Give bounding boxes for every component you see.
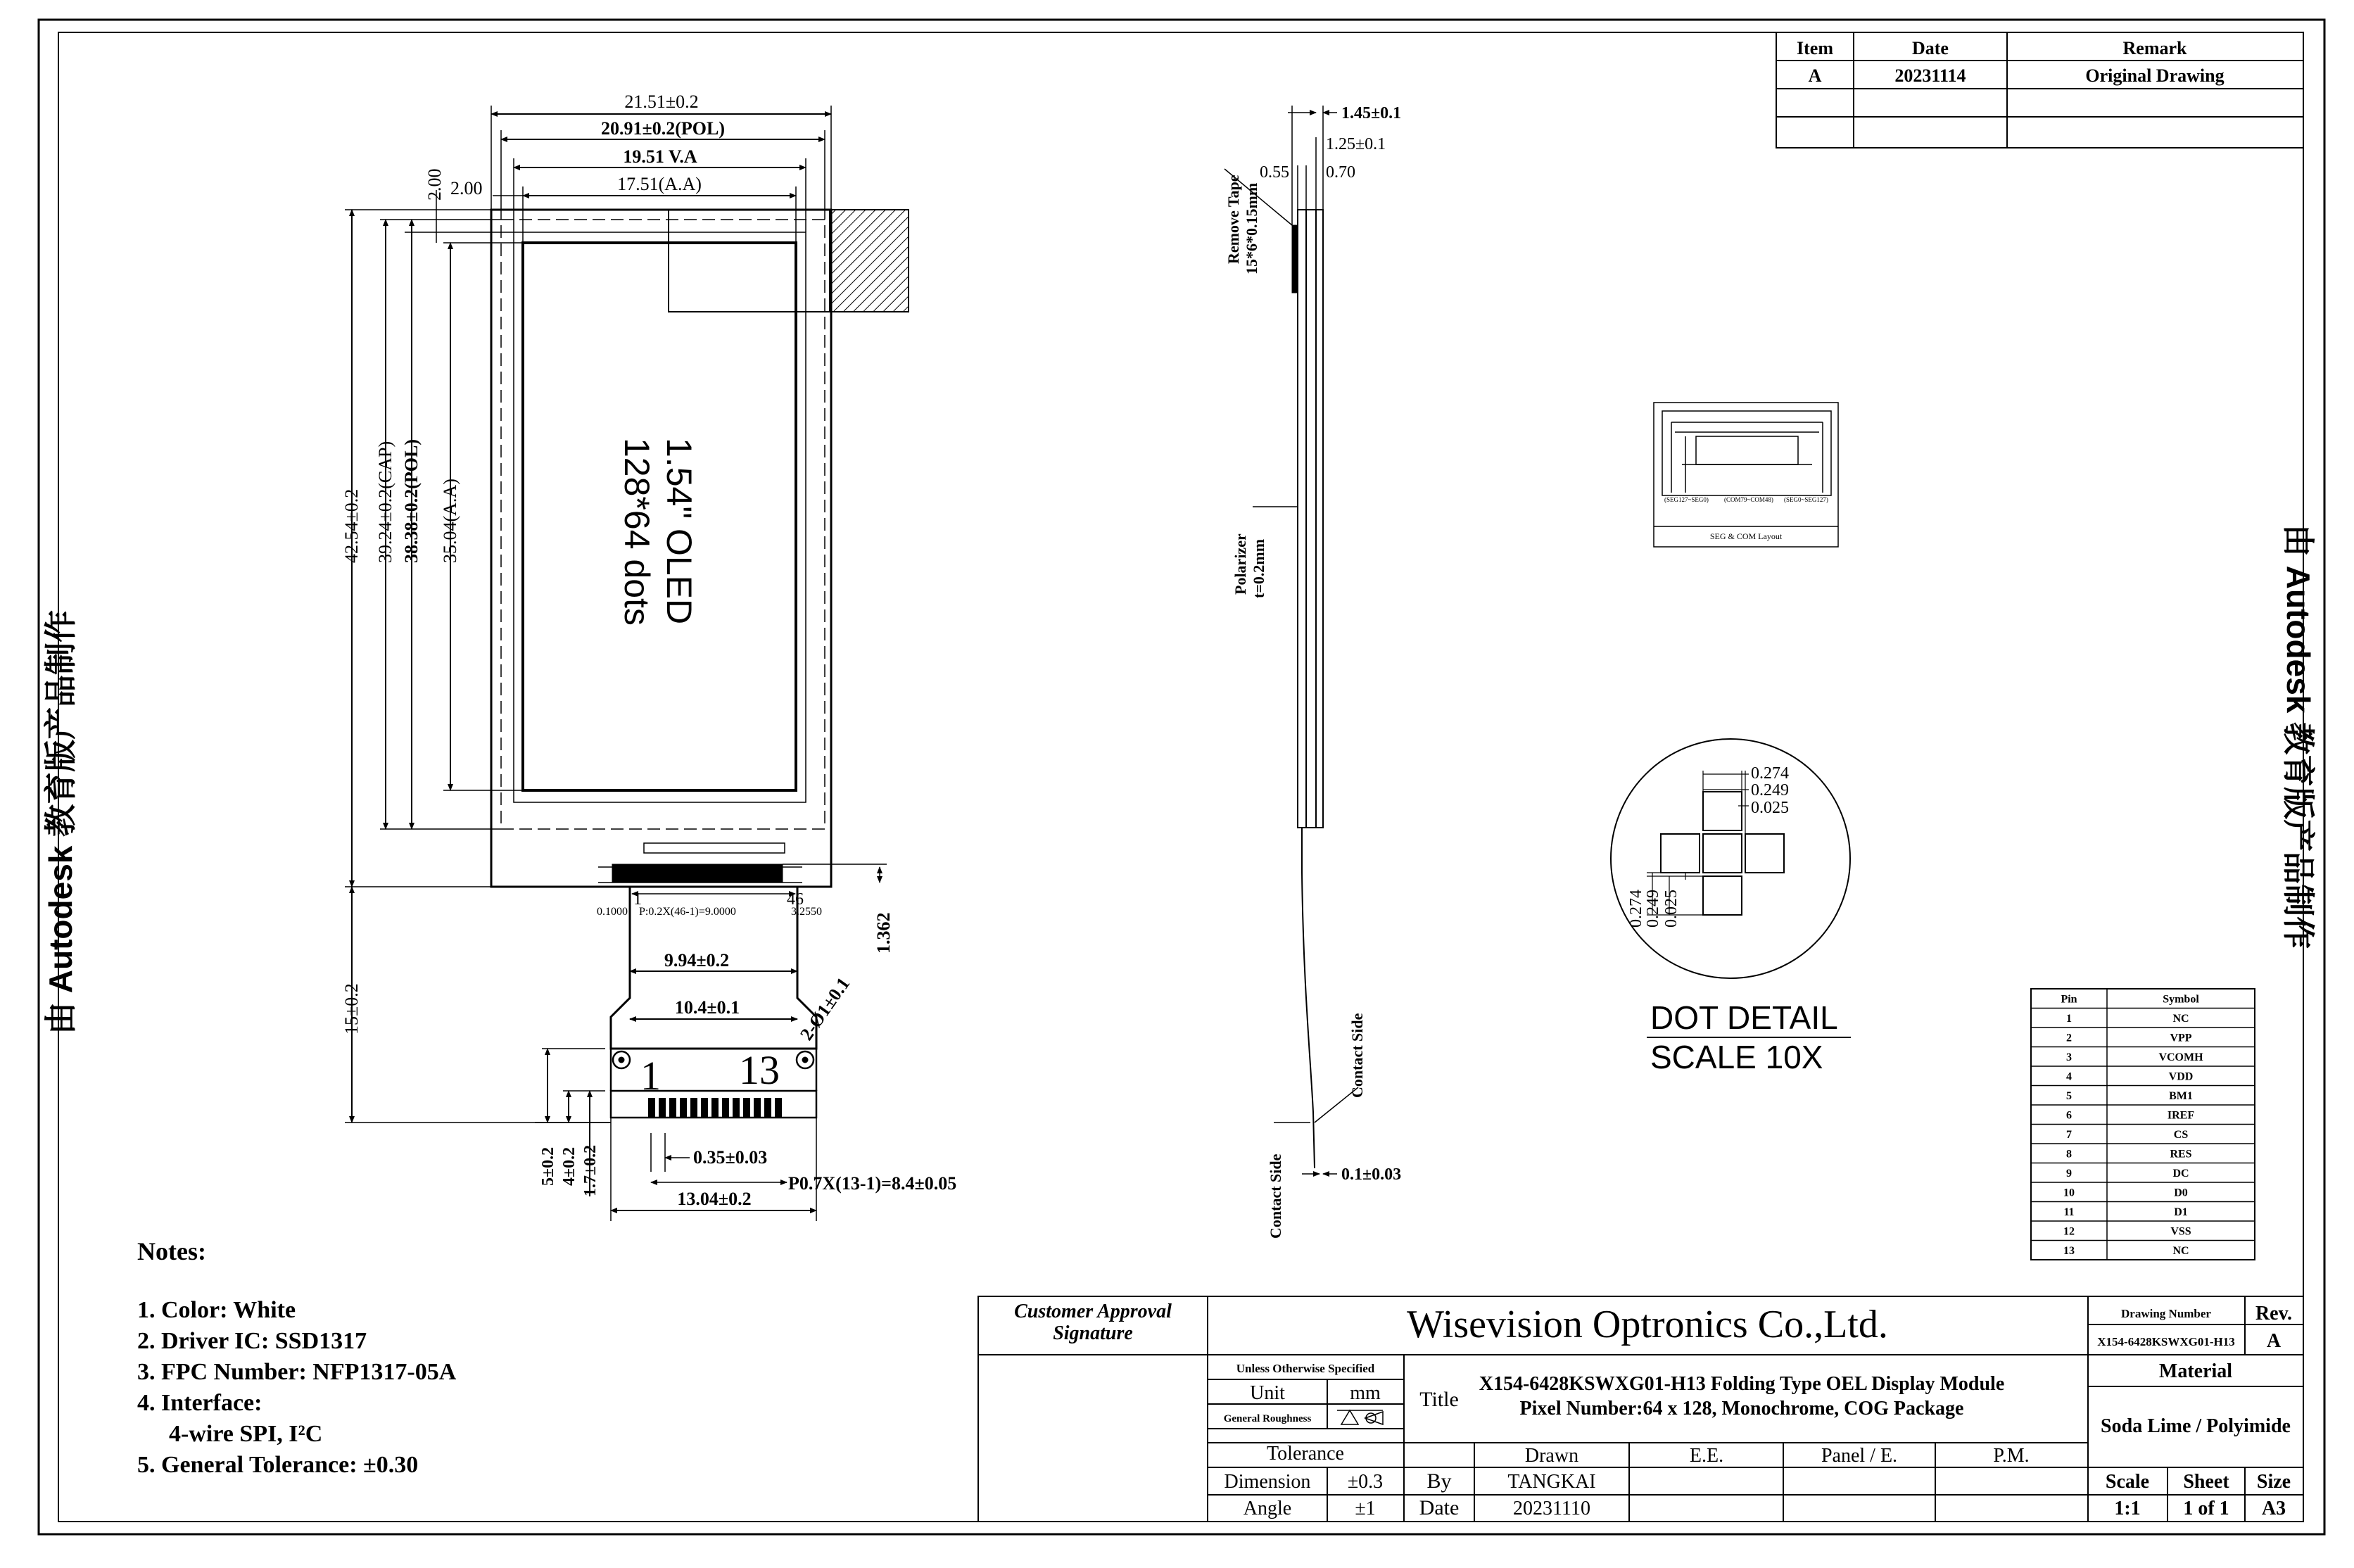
drawing-number: X154-6428KSWXG01-H13 [2097, 1335, 2235, 1348]
drawn-date: 20231110 [1513, 1498, 1590, 1519]
pin-number: 8 [2066, 1148, 2072, 1161]
fpc-finger [743, 1098, 750, 1118]
dimension-tolerance: ±0.3 [1347, 1471, 1384, 1493]
title-line1: X154-6428KSWXG01-H13 Folding Type OEL Display Module [1479, 1373, 2005, 1395]
rev-header-remark: Remark [2122, 38, 2187, 58]
dim-fpc-hole: 2-Ø1±0.1 [796, 973, 854, 1044]
notes-title: Notes: [137, 1237, 206, 1265]
polarizer-thickness: t=0.2mm [1250, 538, 1267, 598]
dim-va-width: 19.51 V.A [623, 146, 697, 167]
watermark-right: 由 Autodesk 教育版产品制作 [2280, 524, 2317, 949]
note-4-detail: 4-wire SPI, I²C [169, 1421, 323, 1447]
scale-value: 1:1 [2114, 1498, 2141, 1519]
revision-table [1776, 32, 2303, 148]
fpc-finger [711, 1098, 719, 1118]
fpc-finger [659, 1098, 666, 1118]
pin-number: 9 [2066, 1168, 2072, 1180]
pad-margin-left: 0.1000 [597, 906, 628, 918]
dim-pol-width: 20.91±0.2(POL) [600, 118, 726, 139]
pin-number: 2 [2066, 1032, 2072, 1044]
dim-fpc-1-7: 1.7±0.2 [581, 1144, 600, 1196]
dot-dim-top-1: 0.274 [1751, 764, 1789, 783]
fpc-finger [764, 1098, 771, 1118]
seg-com-layout-inset [1654, 403, 1838, 547]
sheet-value: 1 of 1 [2183, 1498, 2229, 1519]
note-2: 2. Driver IC: SSD1317 [137, 1328, 367, 1354]
note-1: 1. Color: White [137, 1297, 296, 1323]
drawn-label: Drawn [1524, 1445, 1579, 1467]
dim-left-margin: 2.00 [450, 178, 483, 198]
panel-label: Panel / E. [1821, 1445, 1898, 1467]
unit-label: Unit [1250, 1382, 1285, 1404]
dim-side-055: 0.55 [1260, 163, 1289, 182]
pin-symbol: VDD [2168, 1070, 2194, 1083]
rev-header-item: Item [1797, 38, 1833, 58]
dim-side-070: 0.70 [1326, 163, 1355, 182]
pin-symbol: IREF [2167, 1109, 2195, 1122]
pin-number: 4 [2066, 1070, 2072, 1083]
screen-label-size: 1.54" OLED [659, 438, 699, 625]
dimension-label: Dimension [1224, 1471, 1311, 1493]
fpc-finger [680, 1098, 687, 1118]
angle-tolerance: ±1 [1355, 1498, 1376, 1519]
company-name: Wisevision Optronics Co.,Ltd. [1407, 1303, 1888, 1346]
pin-symbol: D1 [2174, 1206, 2188, 1218]
size-value: A3 [2261, 1498, 2286, 1519]
pin-number: 3 [2066, 1051, 2072, 1063]
fpc-finger [669, 1098, 676, 1118]
fpc-finger [722, 1098, 729, 1118]
dot-dim-left-1: 0.274 [1627, 890, 1645, 928]
contact-side-lower: Contact Side [1267, 1153, 1284, 1239]
dot-detail-scale: SCALE 10X [1650, 1039, 1823, 1075]
material-label: Material [2158, 1360, 2233, 1382]
angle-label: Angle [1243, 1498, 1292, 1519]
pad-last: 46 [787, 890, 804, 909]
dim-fpc-width-mid: 10.4±0.1 [674, 997, 740, 1018]
unless-specified: Unless Otherwise Specified [1236, 1362, 1375, 1375]
pin-number: 1 [2066, 1013, 2072, 1025]
pin-number: 7 [2066, 1129, 2072, 1141]
note-3: 3. FPC Number: NFP1317-05A [137, 1359, 457, 1385]
pin-table [2031, 989, 2255, 1260]
watermark-left: 由 Autodesk 教育版产品制作 [42, 609, 79, 1035]
layout-caption: SEG & COM Layout [1709, 531, 1783, 541]
tolerance-label: Tolerance [1267, 1443, 1344, 1465]
outer-border [39, 20, 2324, 1534]
by-label: By [1426, 1469, 1452, 1493]
fpc-finger [648, 1098, 655, 1118]
pad-pitch: P:0.2X(46-1)=9.0000 [639, 906, 736, 918]
remove-tape-label: Remove Tape [1225, 175, 1242, 264]
date-label: Date [1419, 1496, 1460, 1519]
fpc-pin-first: 1 [640, 1053, 661, 1099]
front-view [345, 106, 909, 1221]
roughness-label: General Roughness [1223, 1413, 1312, 1424]
rev-value: A [2266, 1330, 2282, 1352]
scale-label: Scale [2105, 1471, 2150, 1493]
note-5: 5. General Tolerance: ±0.30 [137, 1452, 419, 1478]
dim-cap-height: 39.24±0.2(CAP) [375, 441, 396, 563]
pin-symbol: NC [2172, 1245, 2189, 1257]
dim-fpc-5: 5±0.2 [539, 1146, 557, 1186]
pin-symbol: RES [2170, 1148, 2192, 1161]
dot-detail-title: DOT DETAIL [1650, 999, 1838, 1036]
rev-remark: Original Drawing [2085, 65, 2225, 86]
rev-header-date: Date [1912, 38, 1949, 58]
dim-top-margin: 2.00 [424, 168, 445, 201]
pin-symbol: VCOMH [2158, 1051, 2203, 1063]
drawing-number-label: Drawing Number [2121, 1307, 2211, 1320]
dim-side-total: 1.45±0.1 [1341, 104, 1402, 122]
pin-number: 11 [2063, 1206, 2075, 1218]
size-label: Size [2256, 1471, 2291, 1493]
layout-label-seg-left: (SEG127~SEG0) [1664, 496, 1709, 503]
title-label: Title [1419, 1388, 1459, 1411]
rev-label: Rev. [2255, 1303, 2293, 1324]
dim-bond-height: 1.362 [873, 912, 894, 954]
pin-symbol: CS [2173, 1129, 2189, 1141]
fpc-finger [733, 1098, 740, 1118]
layout-label-com: (COM79~COM48) [1724, 496, 1773, 503]
fpc-finger [701, 1098, 708, 1118]
dot-dim-top-3: 0.025 [1751, 799, 1789, 817]
dot-detail [1611, 739, 1851, 1037]
pin-symbol: DC [2172, 1168, 2189, 1180]
dim-outline-width: 21.51±0.2 [624, 91, 699, 112]
pm-label: P.M. [1993, 1445, 2030, 1467]
fpc-pin-last: 13 [739, 1047, 780, 1093]
dim-fpc-thickness: 0.1±0.03 [1341, 1165, 1402, 1184]
pin-symbol: NC [2172, 1013, 2189, 1025]
dim-fpc-4: 4±0.2 [560, 1146, 578, 1186]
pad-margin-right: 3.2550 [791, 906, 822, 918]
dim-aa-height: 35.04(A.A) [440, 479, 460, 563]
dot-dim-left-2: 0.249 [1644, 890, 1662, 928]
pin-symbol: VPP [2170, 1032, 2192, 1044]
material-value: Soda Lime / Polyimide [2101, 1415, 2291, 1437]
pin-number: 13 [2063, 1245, 2075, 1257]
customer-approval-line1: Customer Approval [1014, 1301, 1172, 1322]
polarizer-label: Polarizer [1232, 533, 1249, 595]
dim-fpc-pin-pitch: P0.7X(13-1)=8.4±0.05 [788, 1173, 957, 1194]
drawn-by: TANGKAI [1507, 1471, 1596, 1493]
dim-outline-height: 42.54±0.2 [341, 488, 362, 563]
unit-value: mm [1350, 1382, 1381, 1404]
pin-number: 5 [2066, 1090, 2072, 1102]
pad-first: 1 [633, 890, 642, 909]
pin-symbol: BM1 [2169, 1090, 2193, 1102]
dim-fpc-width-upper: 9.94±0.2 [664, 950, 730, 970]
dim-side-glass: 1.25±0.1 [1326, 135, 1386, 153]
pin-number: 6 [2066, 1109, 2072, 1122]
customer-approval-line2: Signature [1053, 1322, 1133, 1344]
fpc-fingers [648, 1098, 782, 1118]
active-area [523, 243, 796, 790]
rev-item: A [1808, 65, 1822, 86]
remove-tape-hatch [830, 210, 909, 312]
rev-date: 20231114 [1894, 65, 1966, 86]
sheet-label: Sheet [2183, 1471, 2229, 1493]
screen-label-dots: 128*64 dots [617, 438, 657, 626]
pin-table-header: Symbol [2163, 993, 2199, 1006]
pin-symbol: D0 [2174, 1187, 2188, 1199]
dim-fpc-width-total: 13.04±0.2 [677, 1189, 752, 1209]
inner-border [58, 32, 2303, 1522]
pin-number: 10 [2063, 1187, 2075, 1199]
dim-aa-width: 17.51(A.A) [617, 174, 702, 194]
layout-label-seg-right: (SEG0~SEG127) [1784, 496, 1828, 503]
fpc-finger [690, 1098, 697, 1118]
contact-side-upper: Contact Side [1348, 1013, 1366, 1098]
pin-symbol: VSS [2170, 1225, 2191, 1238]
title-line2: Pixel Number:64 x 128, Monochrome, COG Package [1519, 1398, 1964, 1420]
dim-pol-height: 38.38±0.2(POL) [401, 438, 422, 563]
pin-table-header: Pin [2061, 993, 2077, 1006]
fpc-finger [775, 1098, 782, 1118]
note-4: 4. Interface: [137, 1390, 262, 1416]
dim-fpc-length: 15±0.2 [341, 983, 362, 1035]
fpc-finger [754, 1098, 761, 1118]
dot-dim-left-3: 0.025 [1662, 890, 1681, 928]
ee-label: E.E. [1689, 1445, 1724, 1467]
remove-tape-size: 15*6*0.15mm [1243, 182, 1260, 274]
dot-dim-top-2: 0.249 [1751, 781, 1789, 799]
dim-fpc-pin-width: 0.35±0.03 [693, 1147, 768, 1168]
pin-number: 12 [2063, 1225, 2075, 1238]
